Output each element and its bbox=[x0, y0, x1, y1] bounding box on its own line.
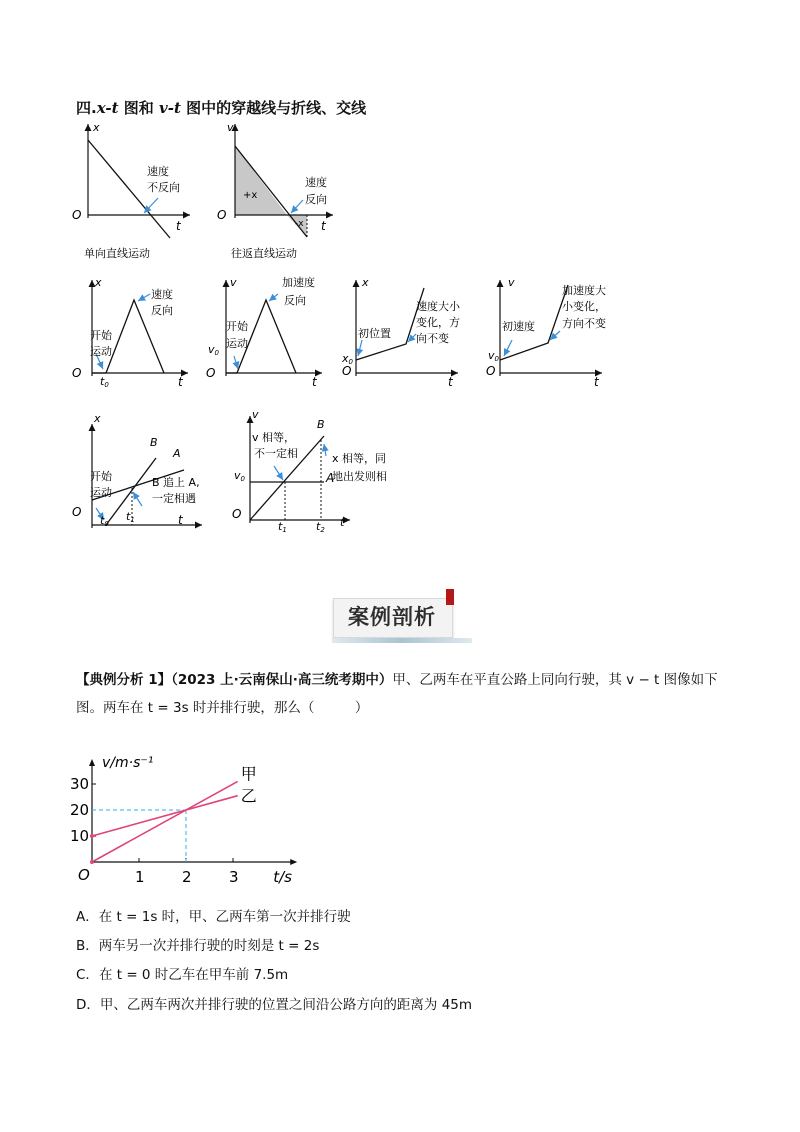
svg-text:一定相遇: 一定相遇 bbox=[152, 492, 196, 505]
svg-text:速度: 速度 bbox=[305, 176, 327, 189]
vt-chart bbox=[66, 730, 292, 890]
svg-text:B 追上 A,: B 追上 A, bbox=[152, 476, 200, 489]
svg-text:v: v bbox=[252, 408, 259, 421]
svg-text:开始: 开始 bbox=[90, 329, 112, 342]
svg-text:反向: 反向 bbox=[305, 193, 327, 206]
svg-text:x: x bbox=[94, 412, 101, 425]
graph-x-cross bbox=[72, 408, 216, 533]
svg-text:x: x bbox=[362, 276, 369, 289]
svg-text:t: t bbox=[178, 375, 183, 389]
svg-text:速度: 速度 bbox=[147, 165, 169, 178]
x-tick-label: 3 bbox=[229, 868, 239, 886]
svg-text:t0: t0 bbox=[100, 514, 109, 528]
series-line-1 bbox=[92, 781, 238, 862]
caption: 单向直线运动 bbox=[84, 247, 150, 260]
series-label: 甲 bbox=[240, 764, 257, 784]
svg-text:开始: 开始 bbox=[226, 320, 248, 333]
svg-text:开始: 开始 bbox=[90, 470, 112, 483]
svg-text:v0: v0 bbox=[208, 343, 219, 357]
svg-text:方向不变: 方向不变 bbox=[562, 317, 606, 330]
svg-text:速度大小: 速度大小 bbox=[416, 300, 460, 313]
banner-title: 案例剖析 bbox=[348, 605, 436, 629]
svg-text:t: t bbox=[594, 375, 599, 389]
svg-text:O: O bbox=[72, 505, 82, 519]
option-d: D．甲、乙两车两次并排行驶的位置之间沿公路方向的距离为 45m bbox=[76, 997, 473, 1013]
svg-text:运动: 运动 bbox=[90, 345, 112, 358]
x-axis-label: t/s bbox=[273, 868, 292, 886]
svg-text:+x: +x bbox=[243, 190, 258, 201]
graph-single-direction bbox=[72, 118, 210, 268]
svg-text:运动: 运动 bbox=[90, 486, 112, 499]
axis-t-label: t bbox=[176, 219, 181, 233]
svg-text:x: x bbox=[95, 276, 102, 289]
option-c: C．在 t = 0 时乙车在甲车前 7.5m bbox=[76, 967, 289, 983]
svg-text:O: O bbox=[232, 507, 242, 521]
option-b: B．两车另一次并排行驶的时刻是 t = 2s bbox=[76, 938, 320, 954]
svg-text:t0: t0 bbox=[100, 375, 109, 389]
banner-accent bbox=[446, 589, 454, 605]
y-tick-label: 10 bbox=[70, 827, 90, 845]
svg-text:O: O bbox=[342, 364, 352, 378]
svg-text:O: O bbox=[72, 366, 82, 380]
svg-text:O: O bbox=[206, 366, 216, 380]
svg-text:v 相等，: v 相等， bbox=[252, 431, 296, 444]
svg-text:v: v bbox=[508, 276, 515, 289]
graph-v-cross bbox=[228, 408, 387, 534]
series-line-2 bbox=[92, 796, 238, 836]
svg-text:t: t bbox=[340, 516, 345, 529]
svg-text:加速度大: 加速度大 bbox=[562, 284, 606, 297]
svg-text:A: A bbox=[326, 471, 335, 485]
svg-text:变化，方: 变化，方 bbox=[416, 316, 460, 329]
svg-text:不反向: 不反向 bbox=[147, 181, 180, 194]
caption: 往返直线运动 bbox=[231, 247, 297, 260]
y-tick-label: 20 bbox=[70, 801, 90, 819]
svg-text:O: O bbox=[217, 208, 227, 222]
svg-text:小变化，: 小变化， bbox=[562, 300, 606, 313]
graph-x-bend bbox=[340, 276, 470, 389]
svg-text:向不变: 向不变 bbox=[416, 332, 449, 345]
svg-text:速度: 速度 bbox=[151, 288, 173, 301]
origin-label: O bbox=[78, 866, 90, 884]
svg-text:B: B bbox=[150, 436, 158, 449]
svg-text:A: A bbox=[173, 447, 181, 460]
svg-text:x 相等，同: x 相等，同 bbox=[332, 452, 387, 465]
y-tick-label: 30 bbox=[70, 775, 90, 793]
series-start-point bbox=[90, 834, 94, 838]
origin-label: O bbox=[72, 208, 82, 222]
banner-decoration bbox=[332, 638, 472, 643]
graph-v-bend bbox=[484, 276, 624, 389]
svg-text:t: t bbox=[178, 513, 183, 527]
svg-text:v0: v0 bbox=[234, 469, 245, 483]
svg-text:t1: t1 bbox=[126, 510, 135, 524]
svg-text:t: t bbox=[321, 219, 326, 233]
x-axis-arrow bbox=[290, 859, 297, 865]
svg-text:反向: 反向 bbox=[284, 294, 306, 307]
svg-text:初速度: 初速度 bbox=[502, 320, 535, 333]
svg-text:t1: t1 bbox=[278, 520, 287, 534]
axis-x-label: x bbox=[93, 121, 100, 134]
svg-text:t2: t2 bbox=[316, 520, 325, 534]
graph-v-reverse bbox=[206, 276, 330, 389]
svg-text:不一定相: 不一定相 bbox=[254, 447, 298, 460]
x-tick-label: 1 bbox=[135, 868, 145, 886]
svg-text:v: v bbox=[227, 121, 234, 134]
graph-x-reverse bbox=[72, 276, 196, 389]
svg-text:加速度: 加速度 bbox=[282, 276, 315, 289]
question-text: 【典例分析 1】（2023 上·云南保山·高三统考期中）甲、乙两车在平直公路上同向行驶，其 v − t 图像如下图。两车在 t = 3s 时并排行驶，那么（ ） bbox=[76, 672, 718, 716]
svg-text:v: v bbox=[230, 276, 237, 289]
svg-text:x0: x0 bbox=[342, 352, 353, 366]
y-axis-label: v/m·s⁻¹ bbox=[102, 755, 154, 771]
series-start-point bbox=[90, 860, 94, 864]
svg-text:地出发则相: 地出发则相 bbox=[332, 470, 387, 483]
svg-text:B: B bbox=[317, 418, 325, 431]
svg-text:运动: 运动 bbox=[226, 337, 248, 350]
x-tick-label: 2 bbox=[182, 868, 192, 886]
svg-text:初位置: 初位置 bbox=[358, 327, 391, 340]
y-axis-arrow bbox=[89, 759, 95, 766]
svg-text:t: t bbox=[312, 375, 317, 389]
option-a: A．在 t = 1s 时，甲、乙两车第一次并排行驶 bbox=[76, 909, 351, 925]
section-heading: 四.x-t 图和 v-t 图中的穿越线与折线、交线 bbox=[76, 99, 367, 117]
svg-text:反向: 反向 bbox=[151, 304, 173, 317]
svg-text:v0: v0 bbox=[488, 349, 499, 363]
svg-text:-x: -x bbox=[295, 219, 304, 229]
series-label: 乙 bbox=[240, 786, 257, 806]
svg-text:t: t bbox=[448, 375, 453, 389]
svg-text:O: O bbox=[486, 364, 496, 378]
graph-round-trip bbox=[217, 118, 355, 268]
